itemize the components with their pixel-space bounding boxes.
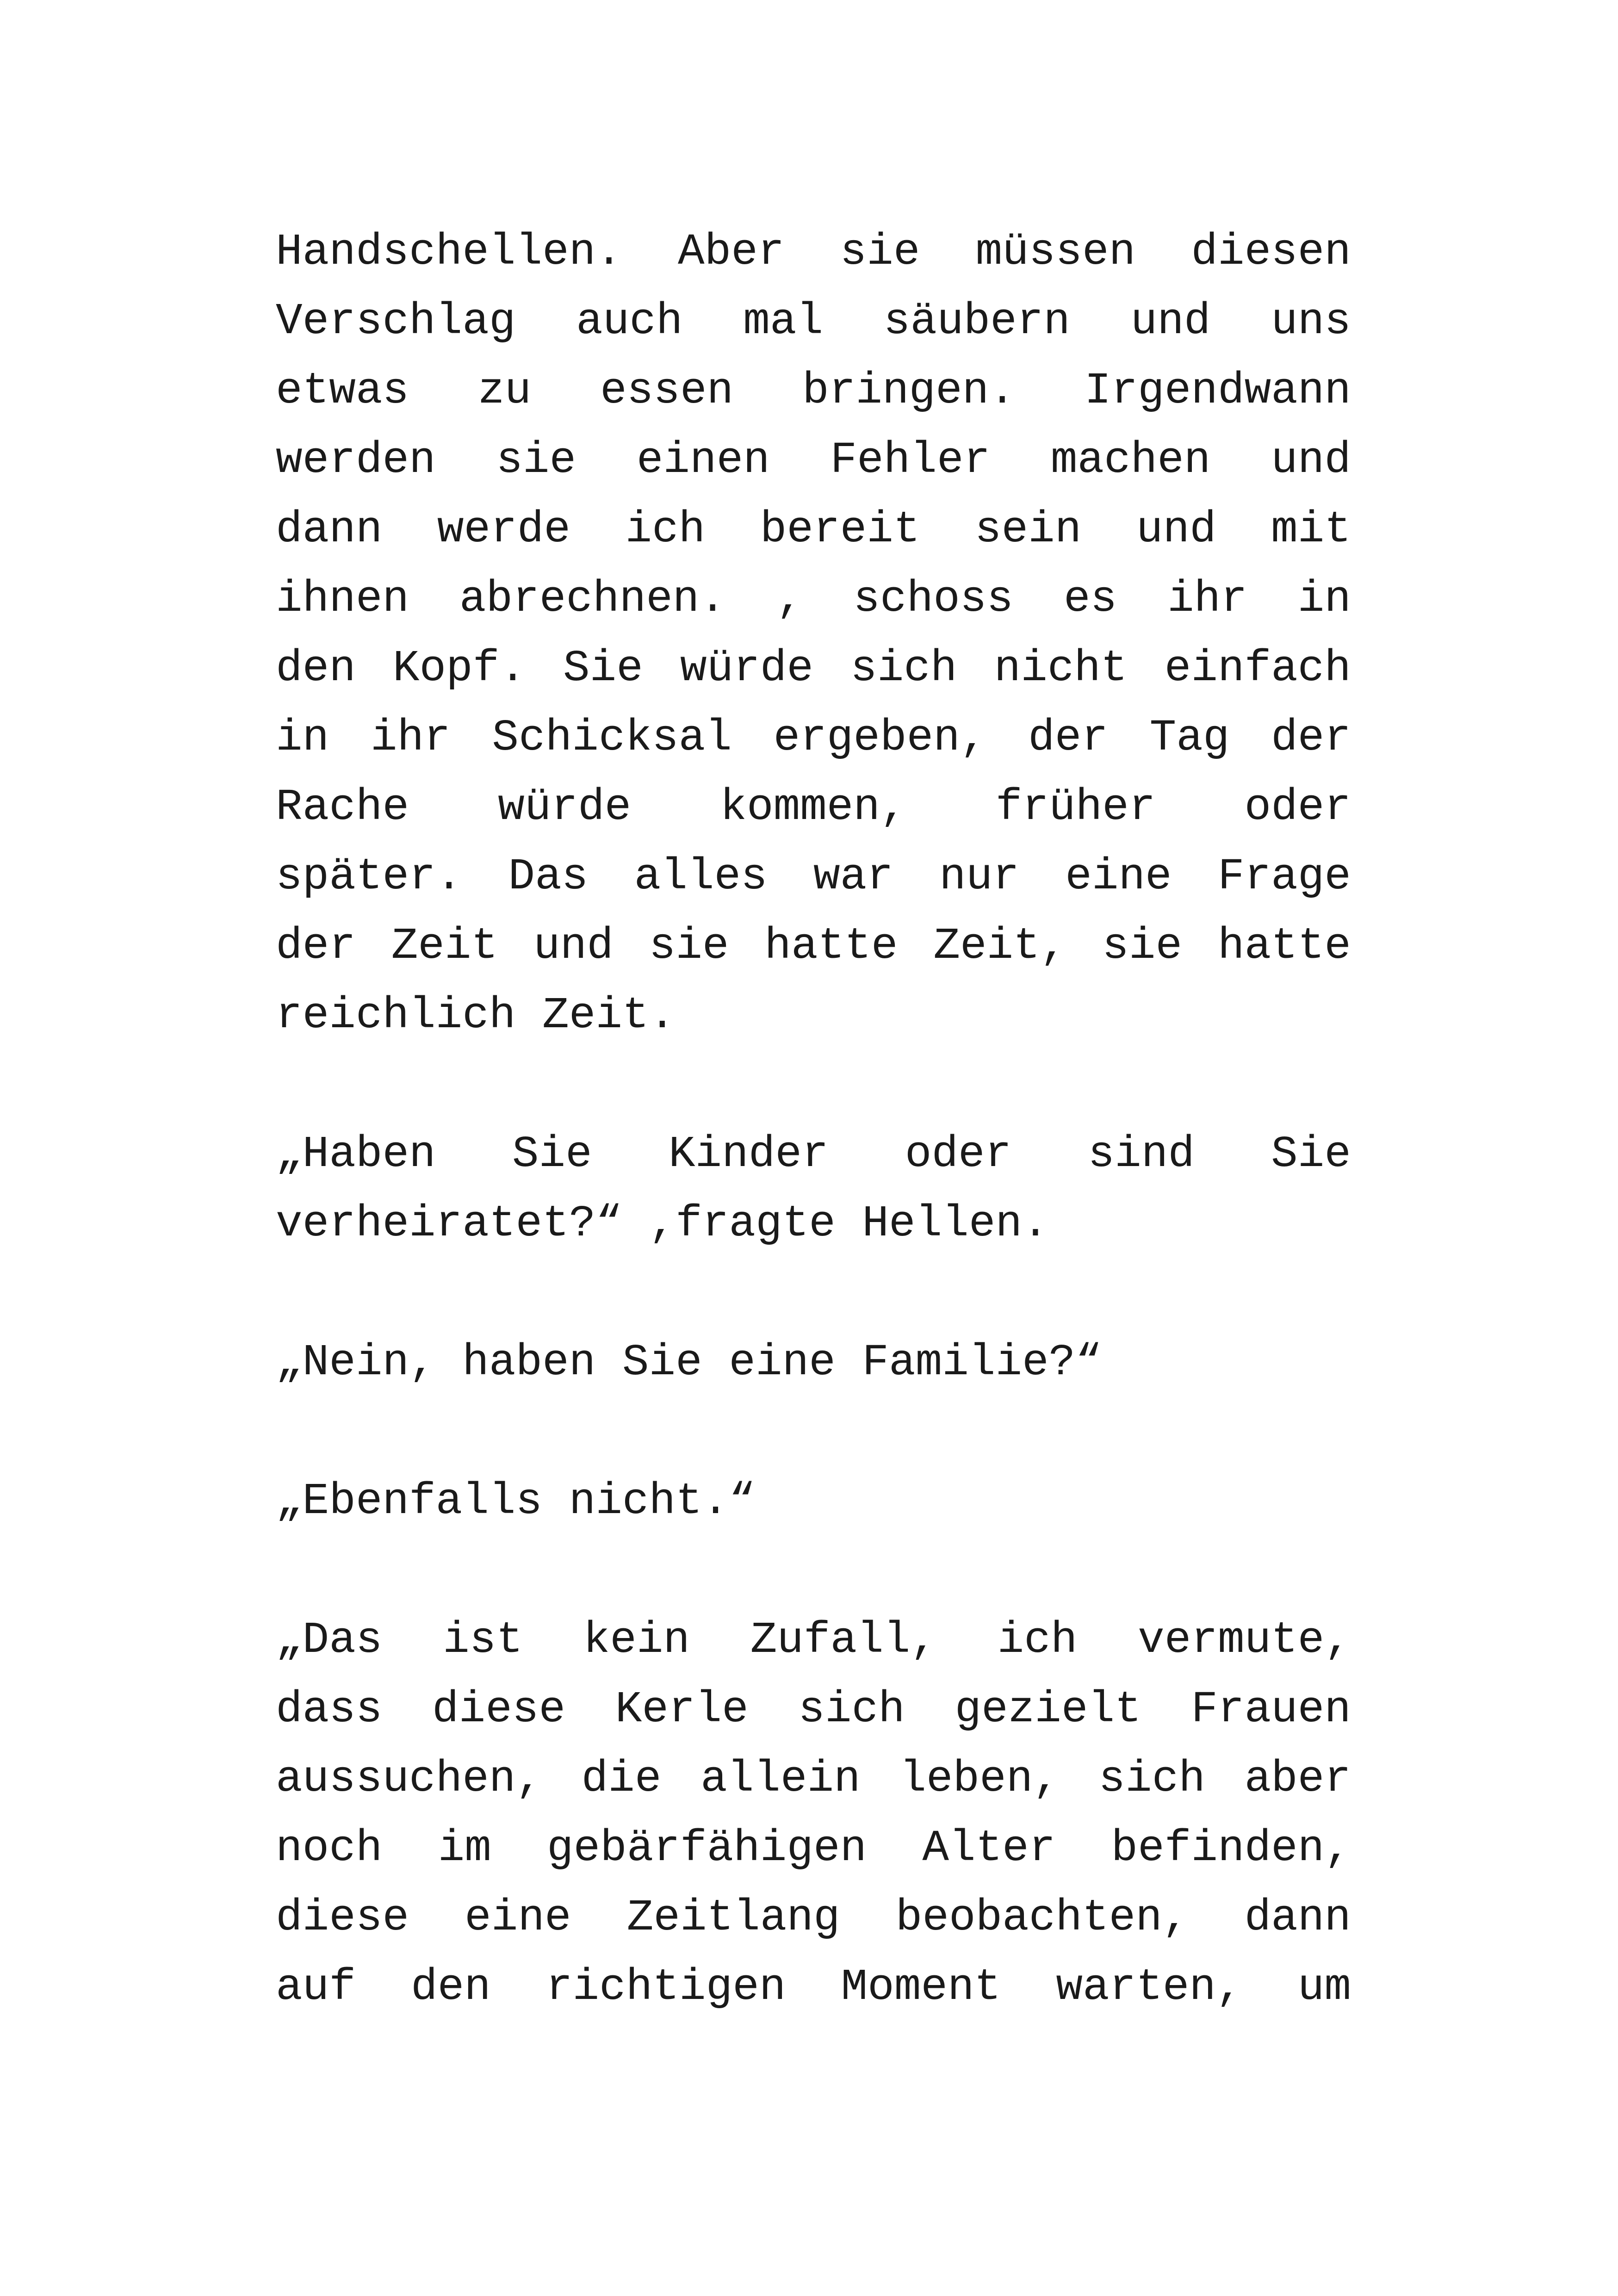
paragraph-2 xyxy=(276,1120,1351,1259)
text-line: ihnen abrechnen. , schoss es ihr in xyxy=(276,574,1351,624)
text-line: aussuchen, die allein leben, sich aber xyxy=(276,1754,1351,1804)
text-line: später. Das alles war nur eine Frage xyxy=(276,851,1351,902)
body-text xyxy=(276,217,1351,2091)
paragraph-4 xyxy=(276,1467,1351,1536)
text-line: verheiratet?“ ,fragte Hellen. xyxy=(276,1198,1049,1249)
text-line: Verschlag auch mal säubern und uns xyxy=(276,296,1351,347)
text-line: „Nein, haben Sie eine Familie?“ xyxy=(276,1337,1102,1388)
text-line: noch im gebärfähigen Alter befinden, xyxy=(276,1823,1351,1874)
text-line: Handschellen. Aber sie müssen diesen xyxy=(276,227,1351,277)
text-line: dass diese Kerle sich gezielt Frauen xyxy=(276,1684,1351,1735)
text-line: reichlich Zeit. xyxy=(276,990,676,1041)
text-line: etwas zu essen bringen. Irgendwann xyxy=(276,366,1351,416)
text-line: diese eine Zeitlang beobachten, dann xyxy=(276,1893,1351,1943)
text-line: „Ebenfalls nicht.“ xyxy=(276,1476,756,1527)
text-line: Rache würde kommen, früher oder xyxy=(276,782,1351,832)
paragraph-1 xyxy=(276,217,1351,1050)
text-line: dann werde ich bereit sein und mit xyxy=(276,504,1351,555)
text-line: werden sie einen Fehler machen und xyxy=(276,435,1351,485)
text-line: „Das ist kein Zufall, ich vermute, xyxy=(276,1615,1351,1665)
text-line: „Haben Sie Kinder oder sind Sie xyxy=(276,1129,1351,1179)
text-line: in ihr Schicksal ergeben, der Tag der xyxy=(276,713,1351,763)
paragraph-3 xyxy=(276,1328,1351,1397)
text-line: der Zeit und sie hatte Zeit, sie hatte xyxy=(276,921,1351,971)
text-line: auf den richtigen Moment warten, um xyxy=(276,1962,1351,2012)
paragraph-5 xyxy=(276,1606,1351,2022)
text-line: den Kopf. Sie würde sich nicht einfach xyxy=(276,643,1351,694)
